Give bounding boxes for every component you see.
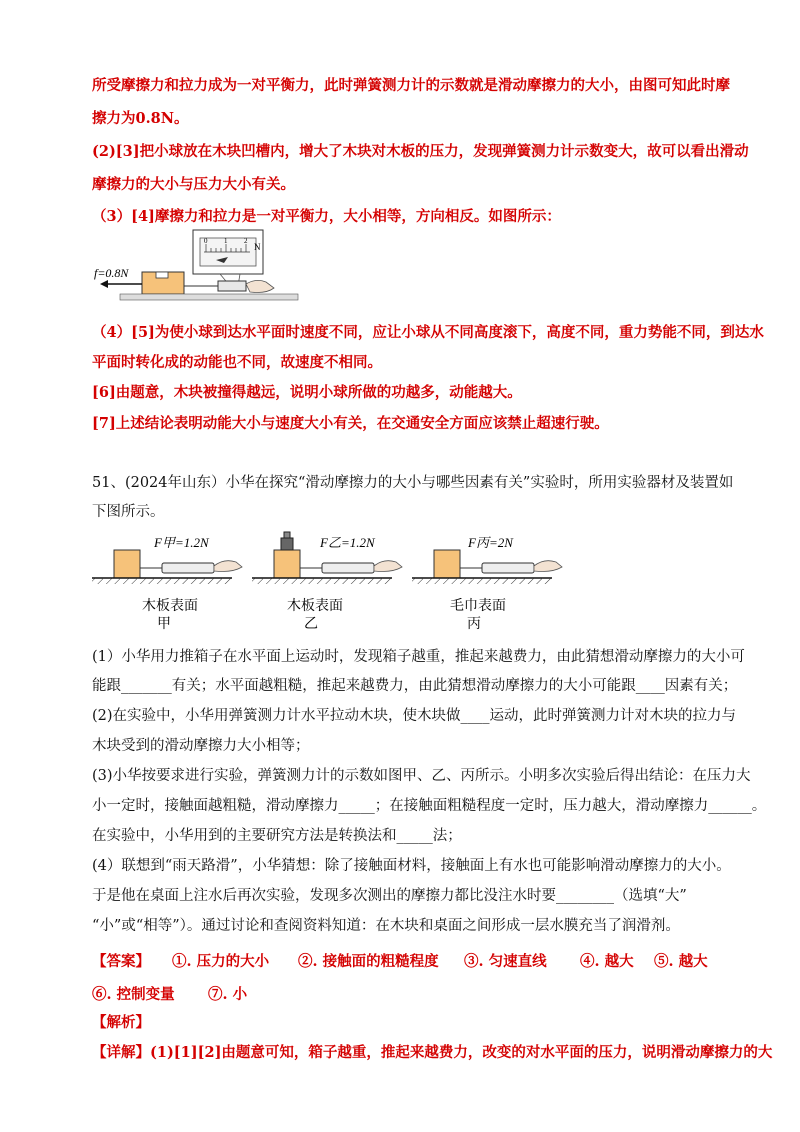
figure-tag: 乙 bbox=[304, 617, 318, 630]
question-line: (4）联想到“雨天路滑”，小华猜想：除了接触面材料，接触面上有水也可能影响滑动摩擦力的大小。 bbox=[92, 858, 731, 874]
question-line: (1）小华用力推箱子在水平面上运动时，发现箱子越重，推起来越费力，由此猜想滑动摩擦力的大小可 bbox=[92, 649, 745, 665]
detail-line bbox=[92, 1044, 772, 1062]
answer-item: ③. 匀速直线 bbox=[464, 953, 547, 970]
gauge-tick-label: 2 bbox=[244, 237, 248, 245]
question-line: 能跟_______有关；水平面越粗糙，推起来越费力，由此猜想滑动摩擦力的大小可能跟____因素有关； bbox=[92, 678, 738, 694]
force-label: F乙=1.2N bbox=[320, 535, 375, 550]
answer-item: ②. 接触面的粗糙程度 bbox=[298, 953, 439, 970]
analysis-label: 【解析】 bbox=[92, 1014, 150, 1031]
figure-bing bbox=[412, 535, 562, 630]
question-line: 于是他在桌面上注水后再次实验，发现多次测出的摩擦力都比没注水时要________（选填“大” bbox=[92, 888, 687, 904]
figure-tag: 丙 bbox=[467, 617, 481, 630]
force-label: F甲=1.2N bbox=[154, 535, 209, 550]
detail-text: (1)[1][2]由题意可知，箱子越重，推起来越费力，改变的对水平面的压力，说明滑动摩擦力的大 bbox=[150, 1044, 773, 1061]
surface-label: 毛巾表面 bbox=[450, 599, 506, 614]
question-line: 小一定时，接触面越粗糙，滑动摩擦力_____；在接触面粗糙程度一定时，压力越大，滑动摩擦力______。 bbox=[92, 798, 767, 814]
gauge-unit: N bbox=[254, 242, 261, 252]
explanation-line: 平面时转化成的动能也不同，故速度不相同。 bbox=[92, 354, 382, 371]
explanation-line: [7]上述结论表明动能大小与速度大小有关，在交通安全方面应该禁止超速行驶。 bbox=[92, 415, 609, 432]
explanation-line: （3）[4]摩擦力和拉力是一对平衡力，大小相等，方向相反。如图所示： bbox=[92, 208, 561, 225]
explanation-line: 擦力为0.8N。 bbox=[92, 110, 189, 127]
explanation-line: (2)[3]把小球放在木块凹槽内，增大了木块对木板的压力，发现弹簧测力计示数变大，故可以看出滑动 bbox=[92, 143, 749, 160]
question-line: 下图所示。 bbox=[92, 504, 165, 520]
detail-label: 【详解】 bbox=[92, 1044, 150, 1061]
force-label: f=0.8N bbox=[94, 266, 129, 280]
answer-line bbox=[92, 983, 392, 1003]
explanation-line: [6]由题意，木块被撞得越远，说明小球所做的功越多，动能越大。 bbox=[92, 384, 522, 401]
answer-label: 【答案】 bbox=[92, 953, 150, 970]
figure-jia bbox=[92, 535, 242, 630]
friction-figure bbox=[90, 226, 300, 310]
answer-line bbox=[92, 950, 712, 970]
surface-label: 木板表面 bbox=[287, 599, 343, 614]
answer-item: ⑦. 小 bbox=[208, 986, 248, 1003]
force-label: F丙=2N bbox=[468, 535, 513, 550]
question-line: (2)在实验中，小华用弹簧测力计水平拉动木块，使木块做____运动，此时弹簧测力计对木块的拉力与 bbox=[92, 708, 737, 724]
surface-label: 木板表面 bbox=[142, 599, 198, 614]
answer-item: ①. 压力的大小 bbox=[172, 953, 270, 970]
question-line: 木块受到的滑动摩擦力大小相等； bbox=[92, 738, 310, 754]
question-line: 在实验中，小华用到的主要研究方法是转换法和_____法； bbox=[92, 828, 462, 844]
experiment-figures bbox=[92, 530, 572, 630]
answer-item: ⑥. 控制变量 bbox=[92, 986, 175, 1003]
question-line: (3)小华按要求进行实验，弹簧测力计的示数如图甲、乙、丙所示。小明多次实验后得出结论：在压力大 bbox=[92, 768, 751, 784]
explanation-line: 摩擦力的大小与压力大小有关。 bbox=[92, 176, 295, 193]
explanation-line: 所受摩擦力和拉力成为一对平衡力，此时弹簧测力计的示数就是滑动摩擦力的大小，由图可知此时摩 bbox=[92, 77, 730, 94]
figure-yi bbox=[252, 532, 402, 630]
figure-tag: 甲 bbox=[157, 617, 171, 630]
question-line: 51、(2024年山东）小华在探究“滑动摩擦力的大小与哪些因素有关”实验时，所用实验器材及装置如 bbox=[92, 475, 734, 491]
answer-item: ④. 越大 bbox=[580, 953, 634, 970]
explanation-line: （4）[5]为使小球到达水平面时速度不同，应让小球从不同高度滚下，高度不同，重力势能不同，到达水 bbox=[92, 324, 764, 341]
answer-item: ⑤. 越大 bbox=[654, 953, 708, 970]
gauge-tick-label: 0 bbox=[204, 237, 208, 245]
gauge-tick-label: 1 bbox=[224, 237, 228, 245]
question-line: “小”或“相等”）。通过讨论和查阅资料知道：在木块和桌面之间形成一层水膜充当了润滑剂。 bbox=[92, 918, 680, 934]
